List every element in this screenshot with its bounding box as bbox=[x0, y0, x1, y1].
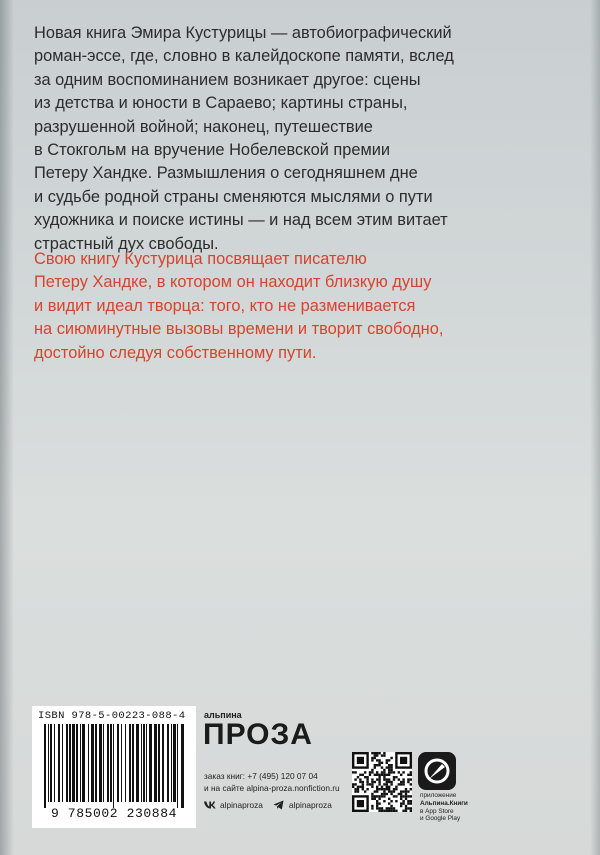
spine-shadow bbox=[0, 0, 14, 855]
qr-code bbox=[352, 752, 412, 812]
description-line: художника и поиске истины — и над всем этим витает bbox=[34, 211, 448, 230]
description-line: в Стокгольм на вручение Нобелевской премии bbox=[34, 141, 391, 160]
description-line: Петеру Хандке. Размышления о сегодняшнем дне bbox=[34, 164, 418, 183]
telegram-handle: alpinaproza bbox=[288, 800, 332, 810]
description-line: и судьбе родной страны сменяются мыслями о пути bbox=[34, 187, 433, 206]
dedication-line: достойно следуя собственному пути. bbox=[34, 343, 317, 362]
app-logo-icon bbox=[418, 752, 456, 790]
description-paragraph bbox=[34, 22, 534, 256]
barcode-panel bbox=[32, 706, 196, 828]
dedication-line: на сиюминутные вызовы времени и творит свободно, bbox=[34, 320, 444, 339]
app-promo-line: приложение bbox=[420, 792, 457, 799]
ean-digits: 9 785002 230884 bbox=[50, 806, 178, 821]
description-line: страстный дух свободы. bbox=[34, 234, 219, 253]
dedication-line: Петеру Хандке, в котором он находит близкую душу bbox=[34, 273, 432, 292]
publisher-logo: ПРОЗА bbox=[203, 718, 313, 751]
description-line: разрушенной войной; наконец, путешествие bbox=[34, 117, 373, 136]
description-line: из детства и юности в Сараево; картины страны, bbox=[34, 94, 408, 113]
description-line: за одним воспоминанием возникает другое: сцены bbox=[34, 70, 421, 89]
order-website: и на сайте alpina-proza.nonfiction.ru bbox=[204, 782, 340, 793]
isbn-label: ISBN 978-5-00223-088-4 bbox=[38, 710, 186, 722]
telegram-icon bbox=[273, 800, 285, 810]
app-promo-line: и Google Play bbox=[420, 815, 461, 823]
edge-shadow bbox=[590, 0, 600, 855]
order-phone: заказ книг: +7 (495) 120 07 04 bbox=[204, 771, 318, 781]
publisher-name-small: альпина bbox=[204, 710, 242, 720]
vk-icon bbox=[204, 800, 216, 810]
description-line: роман-эссе, где, словно в калейдоскопе памяти, вслед bbox=[34, 47, 454, 66]
social-links bbox=[204, 800, 332, 810]
barcode-image bbox=[42, 724, 186, 808]
description-line: Новая книга Эмира Кустурицы — автобиографический bbox=[34, 24, 452, 42]
vk-handle: alpinaproza bbox=[220, 800, 263, 810]
app-promo-line: Альпина.Книги bbox=[420, 799, 468, 807]
dedication-line: Свою книгу Кустурица посвящает писателю bbox=[34, 250, 367, 268]
app-promo-text bbox=[420, 792, 468, 823]
dedication-paragraph bbox=[34, 248, 534, 365]
dedication-line: и видит идеал творца: того, кто не разменивается bbox=[34, 296, 416, 315]
app-promo-line: в App Store bbox=[420, 807, 454, 815]
order-info bbox=[204, 771, 340, 794]
